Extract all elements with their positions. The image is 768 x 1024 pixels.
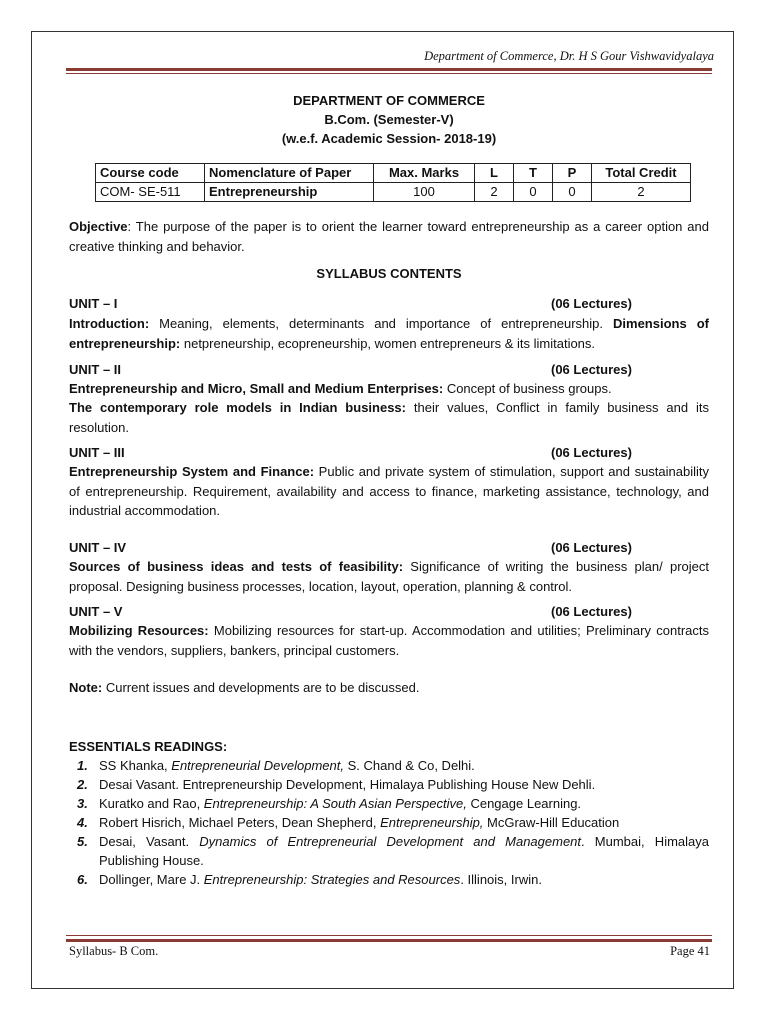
- unit-3-header: [69, 443, 709, 463]
- reading-text: Dollinger, Mare J.: [99, 872, 204, 887]
- reading-item: [69, 813, 709, 832]
- unit-1-content: [69, 314, 709, 353]
- syllabus-heading: SYLLABUS CONTENTS: [316, 266, 462, 281]
- reading-publisher: . Illinois, Irwin.: [460, 872, 542, 887]
- footer-title: Syllabus- B Com.: [69, 944, 159, 958]
- unit-2-topic-1: Entrepreneurship and Micro, Small and Medium Enterprises:: [69, 381, 444, 396]
- unit-5-text-1: Mobilizing resources for start-up. Accommodation and utilities; Preliminary contracts with the vendors, suppliers, bankers, principal customers.: [69, 623, 710, 658]
- unit-5-topic-1: Mobilizing Resources:: [69, 623, 209, 638]
- unit-2-content-b: [69, 398, 709, 437]
- th-course-code: Course code: [96, 164, 205, 183]
- readings-heading: ESSENTIALS READINGS:: [69, 739, 228, 754]
- unit-5-header: [69, 602, 709, 622]
- reading-number: 1.: [77, 758, 88, 773]
- td-max-marks: 100: [374, 183, 475, 202]
- unit-5-content: [69, 621, 709, 660]
- td-p: 0: [553, 183, 592, 202]
- unit-5-lectures: (06 Lectures): [551, 604, 632, 619]
- reading-text: Kuratko and Rao,: [99, 796, 204, 811]
- unit-3-content: [69, 462, 709, 521]
- unit-2-header: [69, 360, 709, 380]
- unit-5-title: UNIT – V: [69, 604, 123, 619]
- unit-1-title: UNIT – I: [69, 296, 118, 311]
- reading-title: Entrepreneurship,: [380, 815, 484, 830]
- reading-publisher: Cengage Learning.: [466, 796, 582, 811]
- readings-list: [69, 756, 709, 889]
- reading-text: SS Khanka,: [99, 758, 172, 773]
- unit-3-topic-1: Entrepreneurship System and Finance:: [69, 464, 315, 479]
- footer-rule-thick: [66, 939, 712, 942]
- footer-rule-thin: [66, 935, 712, 936]
- reading-number: 3.: [77, 796, 88, 811]
- reading-item: [69, 775, 709, 794]
- reading-text: Robert Hisrich, Michael Peters, Dean Shepherd,: [99, 815, 381, 830]
- unit-1-text-2: netpreneurship, ecopreneurship, women entrepreneurs & its limitations.: [180, 335, 596, 351]
- td-t: 0: [514, 183, 553, 202]
- note-paragraph: [69, 678, 709, 698]
- unit-2-title: UNIT – II: [69, 362, 122, 377]
- th-l: L: [475, 164, 514, 183]
- unit-4-text-1: Significance of writing the business plan/ project proposal. Designing business processes, location, layout, operation, planning & control.: [69, 559, 709, 594]
- reading-title: Entrepreneurship: A South Asian Perspective,: [203, 796, 467, 811]
- reading-number: 6.: [77, 872, 88, 887]
- reading-number: 2.: [77, 777, 88, 792]
- reading-publisher: . Mumbai, Himalaya Publishing House.: [99, 834, 709, 868]
- page-number: Page 41: [670, 944, 710, 958]
- reading-number: 5.: [77, 834, 88, 849]
- reading-title: Entrepreneurship: Strategies and Resources: [203, 872, 461, 887]
- unit-3-text-1: Public and private system of stimulation, support and sustainability of entrepreneurship. Requirement, availability and access to finance, marketing assistance, technology, and industrial accommodation.: [69, 464, 709, 518]
- td-nomenclature: Entrepreneurship: [205, 183, 374, 202]
- td-l: 2: [475, 183, 514, 202]
- header-rule-thin: [66, 73, 712, 74]
- reading-item: [69, 756, 709, 775]
- note-label: Note:: [69, 680, 103, 695]
- note-text: Current issues and developments are to be discussed.: [102, 680, 420, 695]
- unit-3-lectures: (06 Lectures): [551, 445, 632, 460]
- reading-publisher: McGraw-Hill Education: [483, 815, 620, 830]
- unit-1-topic-1: Introduction:: [69, 316, 150, 331]
- reading-item: [69, 832, 709, 870]
- objective-text: : The purpose of the paper is to orient the learner toward entrepreneurship as a career option and creative thinking and behavior.: [69, 219, 709, 254]
- td-course-code: COM- SE-511: [96, 183, 205, 202]
- course-table: [95, 163, 691, 202]
- objective-paragraph: [69, 217, 709, 256]
- readings-section: [69, 737, 709, 889]
- unit-4-lectures: (06 Lectures): [551, 540, 632, 555]
- objective-label: Objective: [69, 219, 128, 234]
- course-table-header-row: [96, 164, 691, 183]
- th-nomenclature: Nomenclature of Paper: [205, 164, 374, 183]
- doc-title: DEPARTMENT OF COMMERCE: [293, 93, 485, 108]
- th-max-marks: Max. Marks: [374, 164, 475, 183]
- reading-number: 4.: [77, 815, 88, 830]
- reading-text: Desai Vasant. Entrepreneurship Development, Himalaya Publishing House New Dehli.: [99, 777, 596, 792]
- reading-item: [69, 794, 709, 813]
- unit-4-header: [69, 538, 709, 558]
- reading-publisher: S. Chand & Co, Delhi.: [344, 758, 475, 773]
- doc-subtitle: B.Com. (Semester-V): [324, 112, 454, 127]
- course-table-row: [96, 183, 691, 202]
- reading-item: [69, 870, 709, 889]
- unit-1-text-1: Meaning, elements, determinants and importance of entrepreneurship.: [149, 316, 614, 331]
- th-total-credit: Total Credit: [592, 164, 691, 183]
- th-t: T: [514, 164, 553, 183]
- unit-1-topic-2: Dimensions of entrepreneurship:: [69, 316, 709, 351]
- unit-1-header: [69, 294, 709, 314]
- unit-2-lectures: (06 Lectures): [551, 362, 632, 377]
- reading-title: Entrepreneurial Development,: [171, 758, 344, 773]
- header-institution: Department of Commerce, Dr. H S Gour Vishwavidyalaya: [424, 49, 714, 63]
- unit-3-title: UNIT – III: [69, 445, 125, 460]
- unit-2-content-a: [69, 379, 709, 399]
- unit-4-title: UNIT – IV: [69, 540, 127, 555]
- doc-session: (w.e.f. Academic Session- 2018-19): [281, 131, 497, 146]
- reading-text: Desai, Vasant.: [99, 834, 200, 849]
- th-p: P: [553, 164, 592, 183]
- unit-2-text-2: their values, Conflict in family business and its resolution.: [69, 400, 709, 435]
- td-total-credit: 2: [592, 183, 691, 202]
- reading-title: Dynamics of Entrepreneurial Development and Management: [199, 834, 582, 849]
- unit-2-topic-2: The contemporary role models in Indian business:: [69, 400, 406, 415]
- unit-4-content: [69, 557, 709, 596]
- unit-2-text-1: Concept of business groups.: [443, 381, 612, 396]
- unit-1-lectures: (06 Lectures): [551, 296, 632, 311]
- header-rule-thick: [66, 68, 712, 71]
- unit-4-topic-1: Sources of business ideas and tests of feasibility:: [69, 559, 404, 574]
